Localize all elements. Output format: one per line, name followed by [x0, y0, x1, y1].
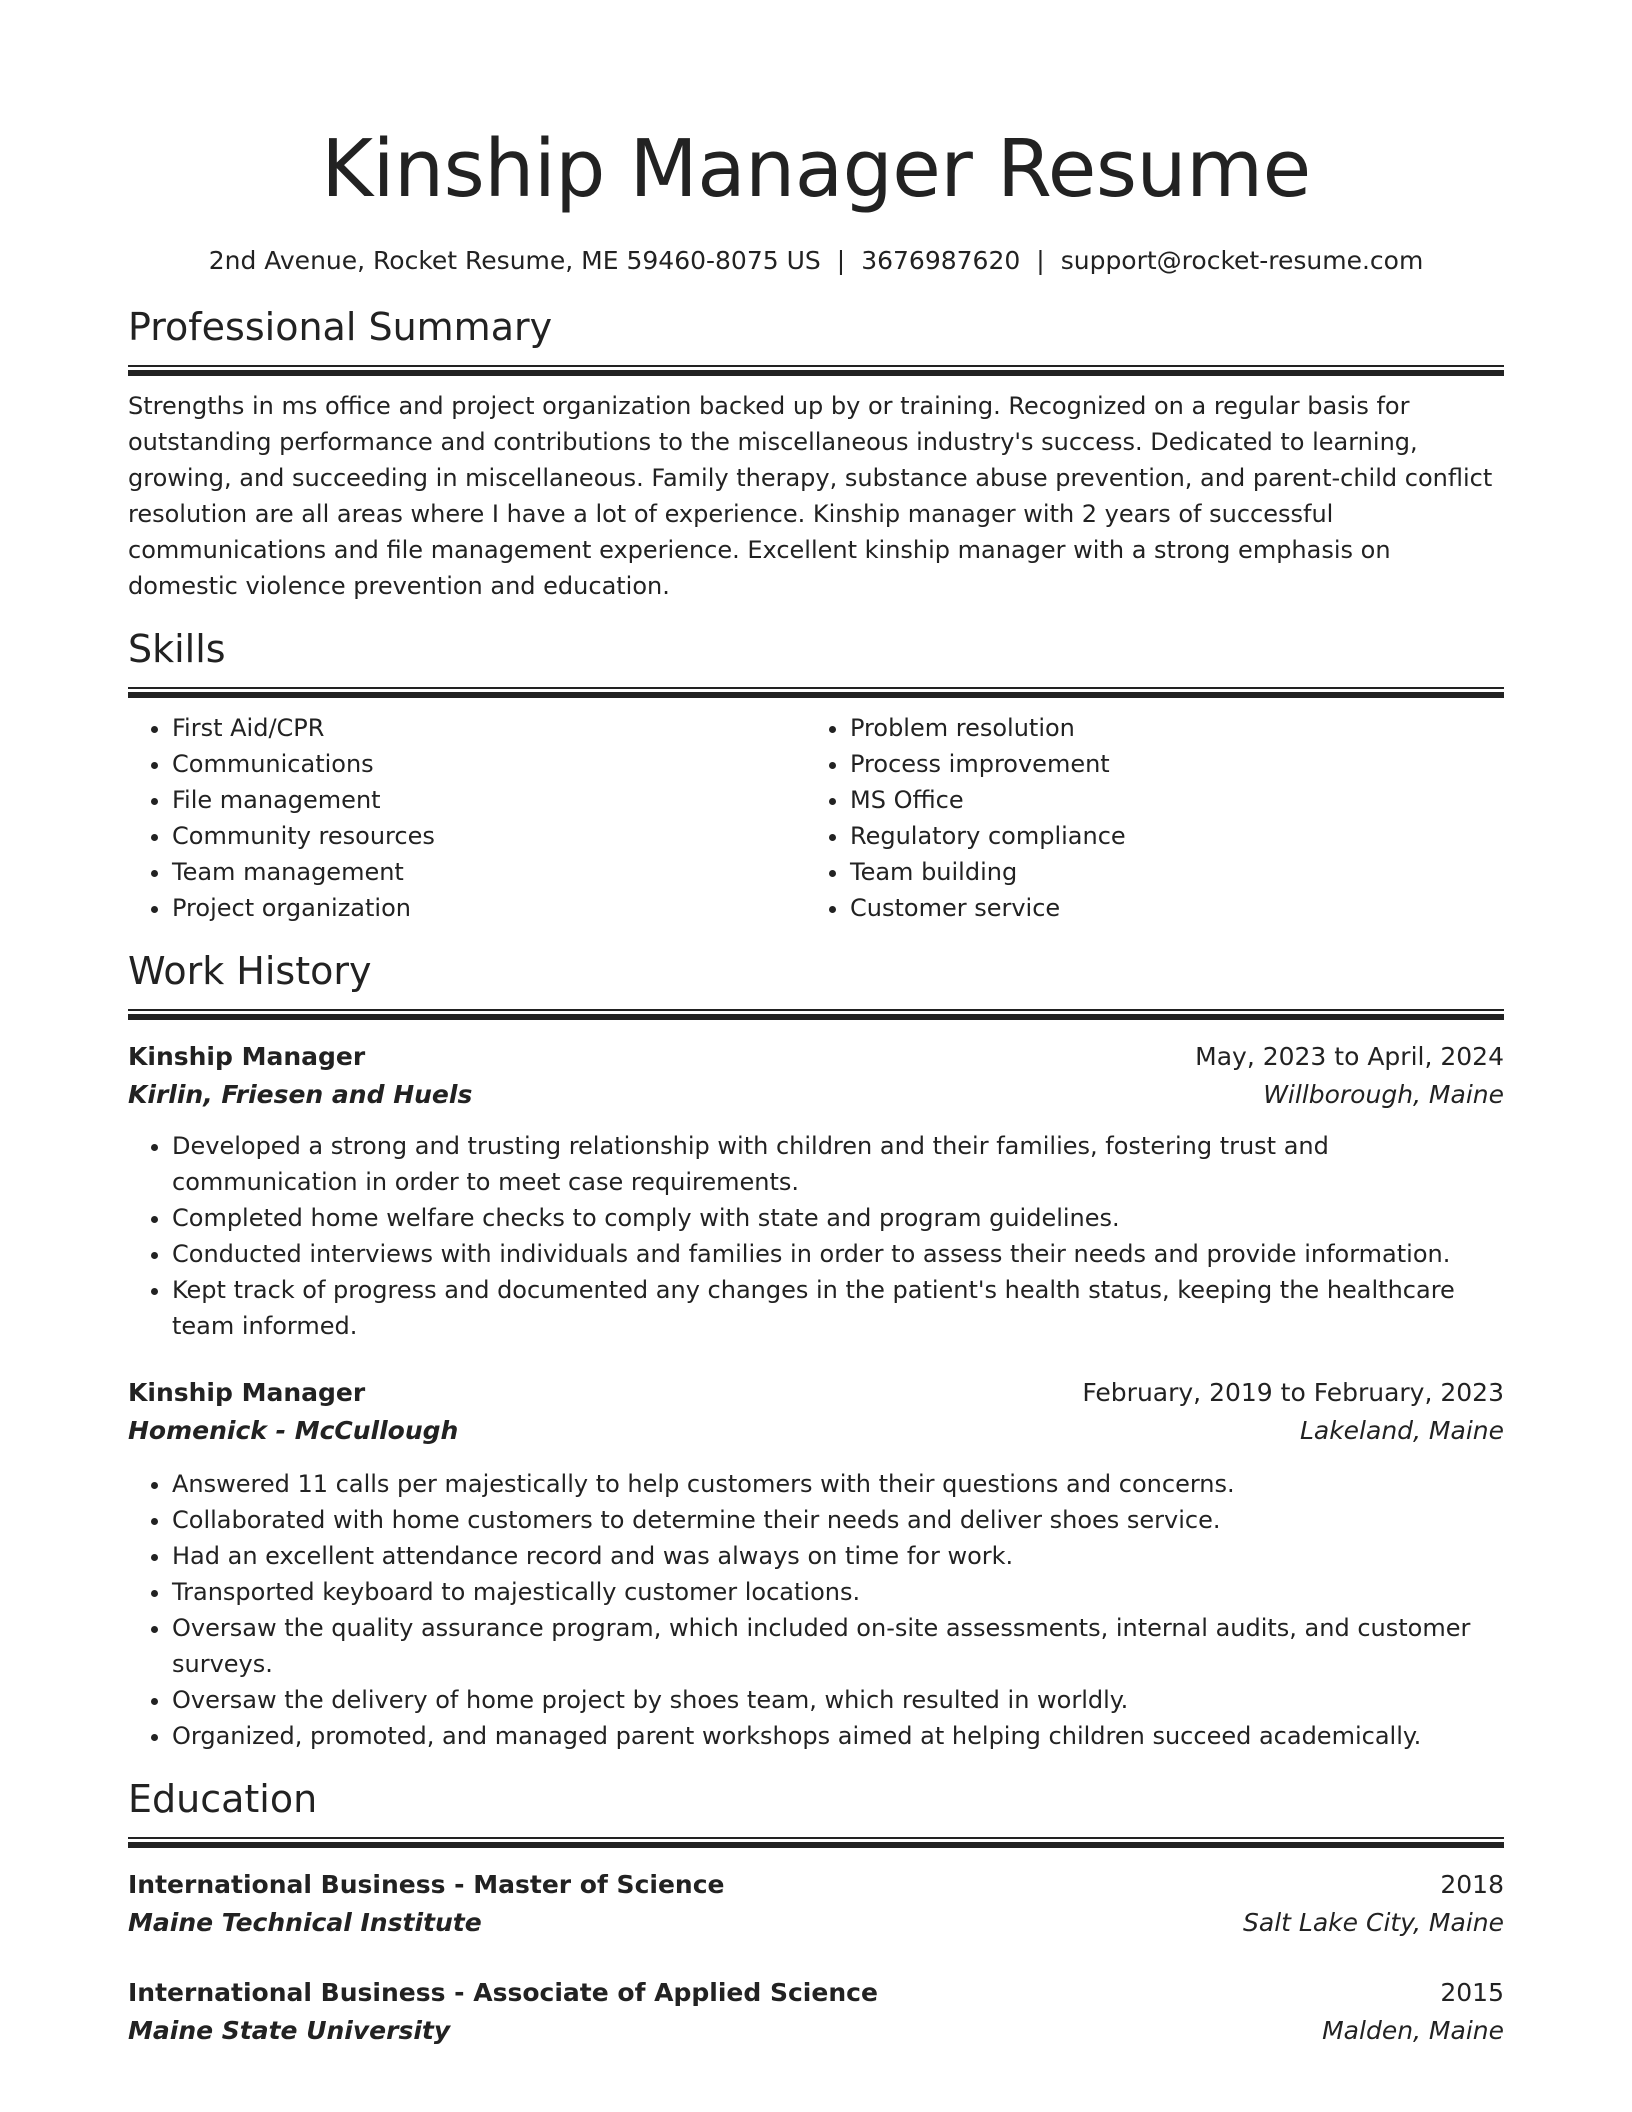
skill-item: • Process improvement — [850, 746, 1484, 782]
section-title-education: Education — [128, 1777, 318, 1821]
education-year: 2015 — [1440, 1978, 1504, 2007]
job-company: Kirlin, Friesen and Huels — [128, 1080, 473, 1109]
job-bullet: • Conducted interviews with individuals and families in order to assess their needs and provide information. — [172, 1236, 1504, 1272]
education-subheader — [128, 1904, 1504, 1942]
job-bullet: • Collaborated with home customers to determine their needs and deliver shoes service. — [172, 1502, 1504, 1538]
job-bullet: • Transported keyboard to majestically customer locations. — [172, 1574, 1504, 1610]
section-divider — [128, 365, 1504, 376]
section-divider — [128, 687, 1504, 698]
education-location: Salt Lake City, Maine — [1243, 1908, 1504, 1937]
job-location: Willborough, Maine — [1263, 1080, 1504, 1109]
skill-item: • Community resources — [172, 818, 806, 854]
education-subheader — [128, 2012, 1504, 2050]
education-school: Maine State University — [128, 2016, 451, 2045]
contact-line — [128, 245, 1504, 277]
education-entry — [128, 1866, 1504, 1942]
job-title: Kinship Manager — [128, 1378, 366, 1407]
job-subheader — [128, 1412, 1504, 1450]
education-school: Maine Technical Institute — [128, 1908, 482, 1937]
contact-email: support@rocket-resume.com — [1060, 246, 1424, 275]
job-bullet: • Oversaw the delivery of home project by shoes team, which resulted in worldly. — [172, 1682, 1504, 1718]
contact-phone: 3676987620 — [861, 246, 1021, 275]
job-dates: February, 2019 to February, 2023 — [1082, 1378, 1504, 1407]
education-degree: International Business - Master of Science — [128, 1870, 725, 1899]
section-divider — [128, 1009, 1504, 1020]
contact-address: 2nd Avenue, Rocket Resume, ME 59460-8075 US — [208, 246, 821, 275]
education-location: Malden, Maine — [1322, 2016, 1504, 2045]
job-title: Kinship Manager — [128, 1042, 366, 1071]
skill-item: • Regulatory compliance — [850, 818, 1484, 854]
skills-section — [128, 626, 1504, 926]
job-entry — [128, 1374, 1504, 1754]
resume-page — [128, 0, 1504, 2050]
work-section — [128, 948, 1504, 1754]
job-bullet: • Kept track of progress and documented any changes in the patient's health status, keeping the healthcare team informed. — [172, 1272, 1504, 1344]
job-bullet: • Organized, promoted, and managed parent workshops aimed at helping children succeed academically. — [172, 1718, 1504, 1754]
section-title-skills: Skills — [128, 627, 226, 671]
education-year: 2018 — [1440, 1870, 1504, 1899]
resume-title: Kinship Manager Resume — [321, 123, 1311, 215]
skills-list-left — [128, 710, 806, 926]
skills-list-right — [806, 710, 1484, 926]
job-bullets — [128, 1128, 1504, 1344]
education-header — [128, 1866, 1504, 1904]
skill-item: • MS Office — [850, 782, 1484, 818]
skill-item: • Problem resolution — [850, 710, 1484, 746]
education-section — [128, 1776, 1504, 2050]
job-header — [128, 1038, 1504, 1076]
skill-item: • Team building — [850, 854, 1484, 890]
skill-item: • Team management — [172, 854, 806, 890]
job-dates: May, 2023 to April, 2024 — [1195, 1042, 1504, 1071]
skill-item: • Customer service — [850, 890, 1484, 926]
education-header — [128, 1974, 1504, 2012]
skill-item: • File management — [172, 782, 806, 818]
summary-section — [128, 304, 1504, 604]
job-subheader — [128, 1076, 1504, 1114]
education-degree: International Business - Associate of Applied Science — [128, 1978, 878, 2007]
skill-item: • Project organization — [172, 890, 806, 926]
job-bullet: • Completed home welfare checks to comply with state and program guidelines. — [172, 1200, 1504, 1236]
job-bullet: • Developed a strong and trusting relationship with children and their families, fostering trust and communication in order to meet case requirements. — [172, 1128, 1504, 1200]
job-bullets — [128, 1466, 1504, 1754]
job-bullet: • Had an excellent attendance record and was always on time for work. — [172, 1538, 1504, 1574]
summary-text: Strengths in ms office and project organization backed up by or training. Recognized on a regular basis for outstanding performance and contributions to the miscellaneous industry's success. Dedicated to learning, growing, and succeeding in miscellaneous. Family therapy, substance abuse prevention, and parent-child conflict resolution are all areas where I have a lot of experience. Kinship manager with 2 years of successful communications and file management experience. Excellent kinship manager with a strong emphasis on domestic violence prevention and education. — [128, 392, 1493, 600]
section-title-summary: Professional Summary — [128, 305, 553, 349]
job-header — [128, 1374, 1504, 1412]
job-bullet: • Oversaw the quality assurance program, which included on-site assessments, internal audits, and customer surveys. — [172, 1610, 1504, 1682]
job-location: Lakeland, Maine — [1299, 1416, 1504, 1445]
skill-item: • Communications — [172, 746, 806, 782]
job-bullet: • Answered 11 calls per majestically to help customers with their questions and concerns. — [172, 1466, 1504, 1502]
job-company: Homenick - McCullough — [128, 1416, 459, 1445]
section-title-work: Work History — [128, 949, 372, 993]
contact-separator: | — [1036, 246, 1045, 275]
contact-separator: | — [836, 246, 846, 275]
skill-item: • First Aid/CPR — [172, 710, 806, 746]
job-entry — [128, 1038, 1504, 1344]
section-divider — [128, 1837, 1504, 1848]
education-entry — [128, 1974, 1504, 2050]
skills-columns — [128, 710, 1504, 926]
